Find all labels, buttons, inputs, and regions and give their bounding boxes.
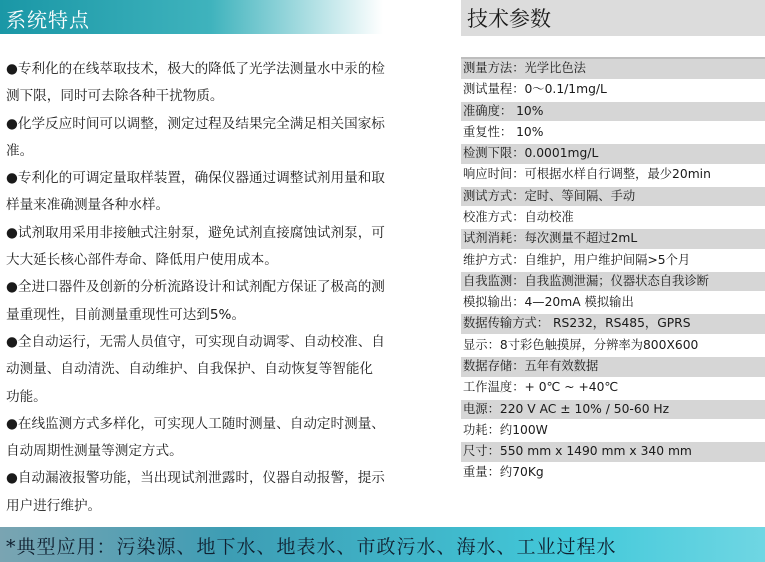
spec-row: 重复性： 10% [461,123,765,143]
spec-row: 工作温度：+ 0℃ ~ +40℃ [461,378,765,398]
features-list [6,56,386,520]
feature-paragraph: ●自动漏液报警功能，当出现试剂泄露时，仪器自动报警，提示用户进行维护。 [6,470,385,514]
spec-row: 电源：220 V AC ± 10% / 50-60 Hz [461,400,765,420]
spec-row: 测量方法：光学比色法 [461,59,765,79]
feature-paragraph: ●试剂取用采用非接触式注射泵，避免试剂直接腐蚀试剂泵，可大大延长核心部件寿命、降低用户使用成本。 [6,224,385,269]
feature-paragraph: ●化学反应时间可以调整，测定过程及结果完全满足相关国家标准。 [6,115,385,159]
feature-paragraph: ●全自动运行，无需人员值守，可实现自动调零、自动校准、自动测量、自动清洗、自动维护、自我保护、自动恢复等智能化功能。 [6,333,385,405]
feature-paragraph: ●在线监测方式多样化，可实现人工随时测量、自动定时测量、自动周期性测量等测定方式。 [6,415,385,460]
spec-row: 功耗：约100W [461,421,765,441]
features-title: 系统特点 [6,8,90,32]
spec-row: 模拟输出：4—20mA 模拟输出 [461,293,765,313]
feature-paragraph: ●全进口器件及创新的分析流路设计和试剂配方保证了极高的测量重现性，目前测量重现性可达到5%。 [6,279,385,323]
spec-row: 准确度： 10% [461,102,765,122]
applications-banner [0,527,765,562]
spec-row: 测试方式：定时、等间隔、手动 [461,187,765,207]
feature-paragraph: ●专利化的可调定量取样装置，确保仪器通过调整试剂用量和取样量来准确测量各种水样。 [6,170,385,214]
specs-table [461,57,765,483]
specs-title-bar [461,0,765,36]
spec-row: 试剂消耗：每次测量不超过2mL [461,229,765,249]
specs-title: 技术参数 [467,7,551,31]
spec-row: 校准方式：自动校准 [461,208,765,228]
spec-row: 显示：8寸彩色触摸屏，分辨率为800X600 [461,336,765,356]
applications-text: *典型应用：污染源、地下水、地表水、市政污水、海水、工业过程水 [6,536,617,558]
spec-row: 重量：约70Kg [461,463,765,483]
feature-paragraph: ●专利化的在线萃取技术，极大的降低了光学法测量水中汞的检测下限，同时可去除各种干扰物质。 [6,61,385,105]
spec-row: 尺寸：550 mm x 1490 mm x 340 mm [461,442,765,462]
spec-row: 维护方式：自维护，用户维护间隔>5个月 [461,251,765,271]
spec-row: 响应时间：可根据水样自行调整，最少20min [461,165,765,185]
spec-row: 测试量程：0～0.1/1mg/L [461,80,765,100]
spec-row: 数据传输方式： RS232，RS485，GPRS [461,314,765,334]
spec-row: 数据存储：五年有效数据 [461,357,765,377]
features-title-bar [0,0,383,34]
spec-row: 检测下限：0.0001mg/L [461,144,765,164]
spec-row: 自我监测：自我监测泄漏；仪器状态自我诊断 [461,272,765,292]
